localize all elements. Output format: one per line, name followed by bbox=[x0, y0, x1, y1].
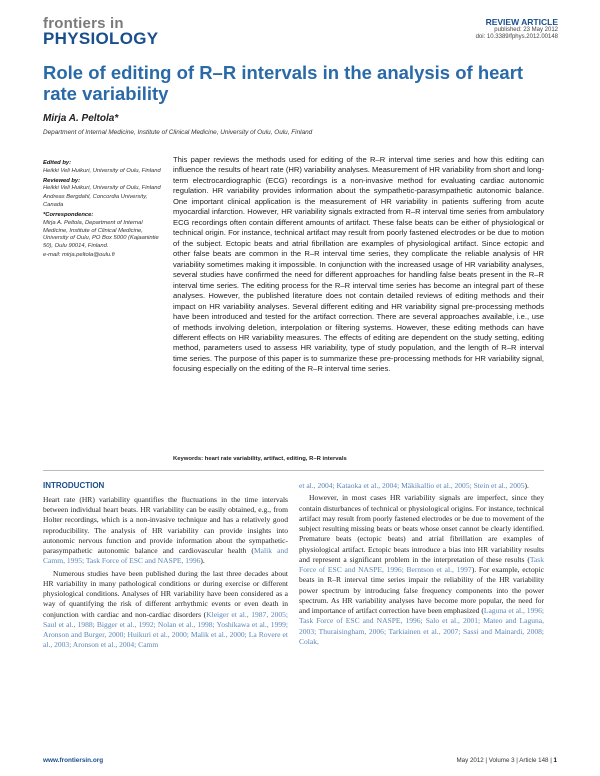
keywords bbox=[173, 456, 544, 462]
citation-link[interactable]: Task Force of ESC and NASPE, 1996; Berntson et al., 1997 bbox=[299, 554, 544, 574]
correspondence-label: *Correspondence: bbox=[43, 211, 94, 218]
article-type: REVIEW ARTICLE bbox=[485, 17, 558, 27]
correspondence-address: Mirja A. Peltola, Department of Internal Medicine, Institute of Clinical Medicine, University of Oulu, PO Box 5000 (Kajaanintie 50), Oulu 90014, Finland. bbox=[43, 219, 159, 250]
citation-link[interactable]: Laguna et al., 1996; Task Force of ESC and NASPE, 1996; Salo et al., 2001; Mateo and Laguna, 2003; Thuraisingham, 2006; Tarkiainen et al., 2007; Sassi and Mainardi, 2008; Colak, bbox=[299, 606, 544, 646]
author-name: Mirja A. Peltola* bbox=[43, 113, 119, 124]
intro-r2-mid: ). For example, ectopic beats in R–R interval time series impair the reliability of the HR variability power spectrum by introducing false frequency components into the power spectrum. As HR variability analyses have become more popular, the need for and importance of artifact correction have been emphasized ( bbox=[299, 565, 544, 615]
journal-website-link[interactable]: www.frontiersin.org bbox=[43, 757, 104, 764]
author-affiliation: Department of Internal Medicine, Institute of Clinical Medicine, University of Oulu, Oulu, Finland bbox=[43, 129, 313, 136]
logo-line-2: PHYSIOLOGY bbox=[43, 29, 159, 49]
intro-r2-text: However, in most cases HR variability signals are imperfect, since they contain disturbances of technical or physiological origins. For instance, technical artifact may result from poorly fastened electrodes or be due to movement of the subject resulting missing beats or beats whose onset cannot be clearly identified. Premature beats (ectopic beats) and atrial fibrillation are examples of physiological artifact. Ectopic beats introduce a bias into HR variability results and represent a significant problem in the interpretation of these results ( bbox=[299, 493, 544, 564]
intro-p1-end: ). bbox=[200, 556, 205, 566]
intro-paragraph-3 bbox=[299, 493, 544, 647]
edited-by: Heikki Veli Huikuri, University of Oulu, Finland bbox=[43, 167, 161, 174]
intro-paragraph-1 bbox=[43, 495, 288, 567]
edited-by-label: Edited by: bbox=[43, 160, 72, 166]
section-divider bbox=[43, 470, 544, 471]
body-column-right bbox=[299, 481, 544, 647]
body-column-left bbox=[43, 481, 288, 651]
reviewer-1: Heikki Veli Huikuri, University of Oulu, Finland bbox=[43, 185, 161, 192]
published-date: published: 23 May 2012 bbox=[494, 27, 558, 34]
intro-paragraph-2 bbox=[43, 569, 288, 651]
citation-link[interactable]: Kleiger et al., 1987, 2005; Saul et al., 1988; Bigger et al., 1992; Nolan et al., 1998; Yoshikawa et al., 1999; Aronson and Burger, 2000; Huikuri et al., 2000; Malik et al., 2000; La Rovere et al., 2003; Aronson et al., 2004; Camm bbox=[43, 609, 289, 650]
logo-line-1: frontiers in bbox=[43, 15, 124, 32]
issue-info bbox=[457, 757, 557, 764]
page-number: 1 bbox=[553, 757, 557, 764]
citation-link[interactable]: et al., 2004; Kataoka et al., 2004; Mäkikallio et al., 2005; Stein et al., 2005 bbox=[299, 481, 525, 490]
intro-paragraph-2-continued bbox=[299, 481, 544, 491]
doi: doi: 10.3389/fphys.2012.00148 bbox=[475, 34, 558, 41]
editorial-sidebar bbox=[43, 158, 161, 261]
keywords-label: Keywords: bbox=[173, 456, 204, 462]
citation-link[interactable]: Malik and Camm, 1995; Task Force of ESC and NASPE, 1996 bbox=[43, 546, 289, 566]
keywords-list: heart rate variability, artifact, editing, R–R intervals bbox=[204, 456, 347, 462]
intro-r1-end: ). bbox=[524, 481, 529, 490]
abstract: This paper reviews the methods used for editing of the R–R interval time series and how this editing can influence the results of heart rate (HR) variability analyses. Measurement of HR variability from short and long-term electrocardiographic (ECG) recordings is a non-invasive method for evaluating cardiac autonomic regulation. HR variability provides information about the sympathetic-parasympathetic autonomic balance. One important clinical application is the measurement of HR variability in patients suffering from acute myocardial infarction. However, HR variability signals extracted from R–R interval time series from ambulatory ECG recordings often contain different amounts of artifact. These false beats can be either of physiological or technical origin. For instance, technical artifact may result from poorly fastened electrodes or be due to motion of the subject. Ectopic beats and atrial fibrillation are examples of physiological artifact. Since ectopic and other false beats are common in the R–R interval time series, they complicate the reliable analysis of HR variability sometimes making it impossible. In conjunction with the increased usage of HR variability analyses, several studies have confirmed the need for different approaches for handling false beats present in the R–R interval time series. The editing process for the R–R interval time series has become an integral part of these analyses. However, the published literature does not contain detailed reviews of editing methods and their impact on HR variability analyses. Several different editing and HR variability signal pre-processing methods have been introduced and tested for the artifact correction. There are several approaches available, i.e., use of methods involving deletion, interpolation or filtering systems. However, these editing methods can have different effects on HR variability measures. The effects of editing are dependent on the study setting, editing method, parameters used to assess HR variability, type of study population, and the length of R–R interval time series. The purpose of this paper is to summarize these pre-processing methods for HR variability signal, focusing especially on the editing of the R–R interval time series. bbox=[173, 155, 544, 374]
article-title: Role of editing of R–R intervals in the analysis of heart rate variability bbox=[43, 62, 524, 105]
reviewer-2: Andreas Bergdahl, Concordia University, Canada bbox=[43, 194, 148, 209]
section-heading-introduction: INTRODUCTION bbox=[43, 481, 105, 490]
intro-p1-text: Heart rate (HR) variability quantifies the fluctuations in the time intervals between individual heart beats. HR variability can be easily obtained, e.g., from Holter recordings, which is a non-invasive technique and has a relatively good reproducibility. The analysis of HR variability can provide insights into autonomic nervous function and provide information about the sympathetic-parasympathetic autonomic balance and cardiovascular health ( bbox=[43, 494, 288, 556]
journal-logo bbox=[43, 17, 158, 47]
correspondence-email[interactable]: e-mail: mirja.peltola@oulu.fi bbox=[43, 251, 115, 258]
intro-p2-text: Numerous studies have been published during the last three decades about HR variability in many pathological conditions or during exercise or different physiological conditions. Analyses of HR variability have been considered as a way of quantifying the risk of different arrhythmic events or even death in conjunction with cardiac and non-cardiac disorders ( bbox=[43, 568, 288, 619]
reviewed-by-label: Reviewed by: bbox=[43, 177, 81, 184]
article-meta bbox=[476, 17, 558, 42]
issue-details: May 2012 | Volume 3 | Article 148 | bbox=[456, 757, 552, 764]
